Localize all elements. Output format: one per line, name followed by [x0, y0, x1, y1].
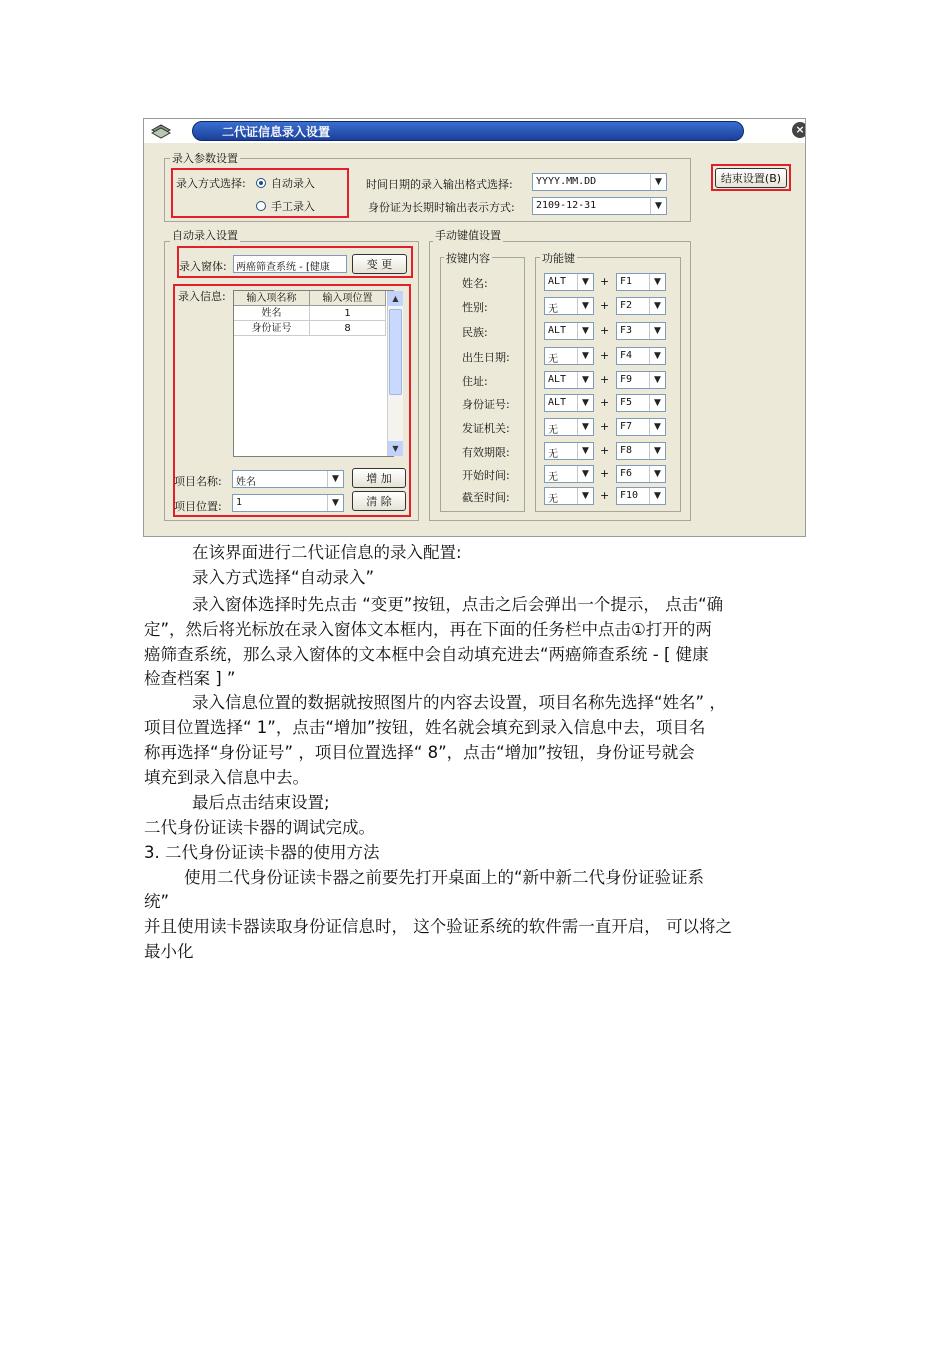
hotkey-key-value: F6 — [620, 468, 633, 479]
window-label: 录入窗体: — [179, 260, 227, 273]
hotkey-key-value: F4 — [620, 350, 633, 361]
plus-sign: + — [600, 467, 610, 480]
doc-line: 最小化 — [144, 942, 194, 961]
doc-line: 癌筛查系统，那么录入窗体的文本框中会自动填充进去“两癌筛查系统 - [ 健康 — [144, 645, 709, 664]
hotkey-modifier-select[interactable] — [544, 394, 594, 412]
item-name-value: 姓名 — [236, 477, 256, 488]
hotkey-key-select[interactable] — [616, 394, 666, 412]
chevron-down-icon[interactable]: ▼ — [327, 471, 343, 487]
item-name-select[interactable] — [232, 470, 344, 488]
hotkey-group-legend: 手动键值设置 — [435, 229, 501, 242]
chevron-down-icon[interactable]: ▼ — [577, 488, 593, 504]
info-label: 录入信息: — [178, 290, 226, 303]
hotkey-key-select[interactable] — [616, 273, 666, 291]
chevron-down-icon[interactable]: ▼ — [577, 348, 593, 364]
hotkey-name-label: 开始时间: — [462, 469, 510, 482]
radio-auto[interactable] — [256, 178, 266, 188]
hotkey-key-select[interactable] — [616, 371, 666, 389]
hotkey-modifier-select[interactable] — [544, 442, 594, 460]
chevron-down-icon[interactable]: ▼ — [649, 348, 665, 364]
doc-line: 并且使用读卡器读取身份证信息时， 这个验证系统的软件需一直开启， 可以将之 — [144, 917, 732, 936]
hotkey-key-value: F5 — [620, 397, 633, 408]
hotkey-modifier-select[interactable] — [544, 465, 594, 483]
hotkey-key-select[interactable] — [616, 322, 666, 340]
hotkey-key-select[interactable] — [616, 347, 666, 365]
hotkey-key-select[interactable] — [616, 297, 666, 315]
chevron-down-icon[interactable]: ▼ — [327, 495, 343, 511]
doc-line: 项目位置选择“ 1”，点击“增加”按钮，姓名就会填充到录入信息中去，项目名 — [144, 718, 706, 737]
chevron-down-icon[interactable]: ▼ — [649, 323, 665, 339]
title-bar — [144, 119, 806, 143]
doc-line: 二代身份证读卡器的调试完成。 — [144, 818, 375, 837]
close-icon[interactable]: × — [792, 122, 806, 138]
add-button[interactable]: 增 加 — [352, 468, 406, 488]
hotkey-modifier-select[interactable] — [544, 297, 594, 315]
table-header[interactable]: 输入项位置 — [310, 291, 386, 306]
radio-manual-label: 手工录入 — [271, 200, 315, 213]
doc-line: 在该界面进行二代证信息的录入配置: — [192, 543, 462, 562]
table-scrollbar[interactable] — [387, 291, 403, 456]
input-mode-label: 录入方式选择: — [176, 177, 246, 190]
doc-line: 录入窗体选择时先点击 “变更”按钮，点击之后会弹出一个提示， 点击“确 — [192, 595, 724, 614]
chevron-down-icon[interactable]: ▼ — [577, 466, 593, 482]
doc-line: 使用二代身份证读卡器之前要先打开桌面上的“新中新二代身份证验证系 — [184, 868, 705, 887]
app-icon — [150, 122, 172, 139]
date-format-value: YYYY.MM.DD — [536, 176, 597, 187]
table-cell[interactable]: 1 — [310, 306, 386, 321]
longterm-select[interactable] — [532, 197, 667, 215]
hotkey-name-label: 有效期限: — [462, 446, 510, 459]
chevron-down-icon[interactable]: ▼ — [577, 323, 593, 339]
date-format-select[interactable] — [532, 173, 667, 191]
hotkey-name-label: 身份证号: — [462, 398, 510, 411]
hotkey-modifier-value: 无 — [548, 304, 558, 315]
hotkey-key-value: F9 — [620, 374, 633, 385]
hotkey-modifier-value: 无 — [548, 449, 558, 460]
entry-table — [233, 290, 394, 457]
item-pos-value: 1 — [236, 497, 243, 508]
chevron-down-icon[interactable]: ▼ — [649, 443, 665, 459]
hotkey-modifier-value: ALT — [548, 325, 567, 336]
chevron-down-icon[interactable]: ▼ — [649, 274, 665, 290]
chevron-down-icon[interactable]: ▼ — [650, 198, 666, 214]
hotkey-key-value: F1 — [620, 276, 633, 287]
hotkey-key-select[interactable] — [616, 442, 666, 460]
longterm-label: 身份证为长期时输出表示方式: — [368, 201, 515, 214]
hotkey-key-value: F8 — [620, 445, 633, 456]
hotkey-key-value: F3 — [620, 325, 633, 336]
window-input[interactable]: 两癌筛查系统 - [健康 — [233, 255, 347, 273]
chevron-up-icon[interactable]: ▲ — [388, 291, 403, 306]
doc-line: 统” — [144, 892, 170, 911]
hotkey-content-legend: 按键内容 — [446, 252, 490, 265]
hotkey-key-value: F7 — [620, 421, 633, 432]
radio-auto-label: 自动录入 — [271, 177, 315, 190]
hotkey-modifier-value: ALT — [548, 397, 567, 408]
plus-sign: + — [600, 373, 610, 386]
hotkey-key-value: F10 — [620, 490, 639, 501]
radio-manual[interactable] — [256, 201, 266, 211]
hotkey-name-label: 姓名: — [462, 277, 488, 290]
hotkey-key-select[interactable] — [616, 418, 666, 436]
hotkey-name-label: 性别: — [462, 301, 488, 314]
chevron-down-icon[interactable]: ▼ — [577, 443, 593, 459]
hotkey-name-label: 发证机关: — [462, 422, 510, 435]
hotkey-modifier-select[interactable] — [544, 418, 594, 436]
hotkey-modifier-value: 无 — [548, 354, 558, 365]
hotkey-modifier-select[interactable] — [544, 273, 594, 291]
table-cell[interactable]: 8 — [310, 321, 386, 336]
doc-line: 检查档案 ] ” — [144, 669, 236, 688]
chevron-down-icon[interactable]: ▼ — [577, 298, 593, 314]
hotkey-name-label: 民族: — [462, 326, 488, 339]
hotkey-key-select[interactable] — [616, 465, 666, 483]
doc-line: 最后点击结束设置; — [192, 793, 330, 812]
chevron-down-icon[interactable]: ▼ — [577, 395, 593, 411]
window-title: 二代证信息录入设置 — [222, 125, 331, 139]
end-settings-button[interactable]: 结束设置(B) — [715, 168, 787, 188]
plus-sign: + — [600, 444, 610, 457]
chevron-down-icon[interactable]: ▼ — [577, 274, 593, 290]
plus-sign: + — [600, 489, 610, 502]
plus-sign: + — [600, 275, 610, 288]
table-cell[interactable]: 身份证号 — [234, 321, 310, 336]
clear-button[interactable]: 清 除 — [352, 491, 406, 511]
hotkey-modifier-select[interactable] — [544, 371, 594, 389]
hotkey-name-label: 截至时间: — [462, 491, 510, 504]
plus-sign: + — [600, 324, 610, 337]
table-header[interactable]: 输入项名称 — [234, 291, 310, 306]
auto-group-legend: 自动录入设置 — [172, 229, 238, 242]
plus-sign: + — [600, 396, 610, 409]
table-cell[interactable]: 姓名 — [234, 306, 310, 321]
hotkey-key-value: F2 — [620, 300, 633, 311]
section-heading: 3. 二代身份证读卡器的使用方法 — [144, 843, 380, 862]
settings-window — [143, 118, 806, 537]
scroll-thumb[interactable] — [389, 309, 402, 395]
chevron-down-icon[interactable]: ▼ — [650, 174, 666, 190]
chevron-down-icon[interactable]: ▼ — [649, 372, 665, 388]
doc-line: 录入信息位置的数据就按照图片的内容去设置，项目名称先选择“姓名” ， — [192, 693, 726, 712]
hotkey-key-select[interactable] — [616, 487, 666, 505]
chevron-down-icon[interactable]: ▼ — [388, 441, 403, 456]
hotkey-name-label: 住址: — [462, 375, 488, 388]
item-name-label: 项目名称: — [174, 475, 222, 488]
doc-line: 填充到录入信息中去。 — [144, 768, 309, 787]
hotkey-modifier-value: ALT — [548, 374, 567, 385]
hotkey-modifier-select[interactable] — [544, 347, 594, 365]
func-key-legend: 功能键 — [542, 252, 575, 265]
hotkey-modifier-select[interactable] — [544, 487, 594, 505]
plus-sign: + — [600, 420, 610, 433]
item-pos-label: 项目位置: — [174, 500, 222, 513]
doc-line: 称再选择“身份证号” ，项目位置选择“ 8”，点击“增加”按钮，身份证号就会 — [144, 743, 695, 762]
doc-line: 录入方式选择“自动录入” — [192, 568, 375, 587]
change-button[interactable]: 变 更 — [352, 254, 407, 274]
hotkey-modifier-select[interactable] — [544, 322, 594, 340]
plus-sign: + — [600, 349, 610, 362]
chevron-down-icon[interactable]: ▼ — [577, 372, 593, 388]
hotkey-modifier-value: 无 — [548, 472, 558, 483]
doc-line: 定”，然后将光标放在录入窗体文本框内，再在下面的任务栏中点击①打开的两 — [144, 620, 712, 639]
chevron-down-icon[interactable]: ▼ — [577, 419, 593, 435]
chevron-down-icon[interactable]: ▼ — [649, 298, 665, 314]
plus-sign: + — [600, 299, 610, 312]
date-format-label: 时间日期的录入输出格式选择: — [366, 178, 513, 191]
longterm-value: 2109-12-31 — [536, 200, 597, 211]
hotkey-modifier-value: 无 — [548, 425, 558, 436]
item-pos-select[interactable] — [232, 494, 344, 512]
chevron-down-icon[interactable]: ▼ — [649, 466, 665, 482]
chevron-down-icon[interactable]: ▼ — [649, 488, 665, 504]
hotkey-modifier-value: ALT — [548, 276, 567, 287]
hotkey-modifier-value: 无 — [548, 494, 558, 505]
chevron-down-icon[interactable]: ▼ — [649, 395, 665, 411]
hotkey-name-label: 出生日期: — [462, 351, 510, 364]
chevron-down-icon[interactable]: ▼ — [649, 419, 665, 435]
param-group-legend: 录入参数设置 — [172, 152, 238, 165]
